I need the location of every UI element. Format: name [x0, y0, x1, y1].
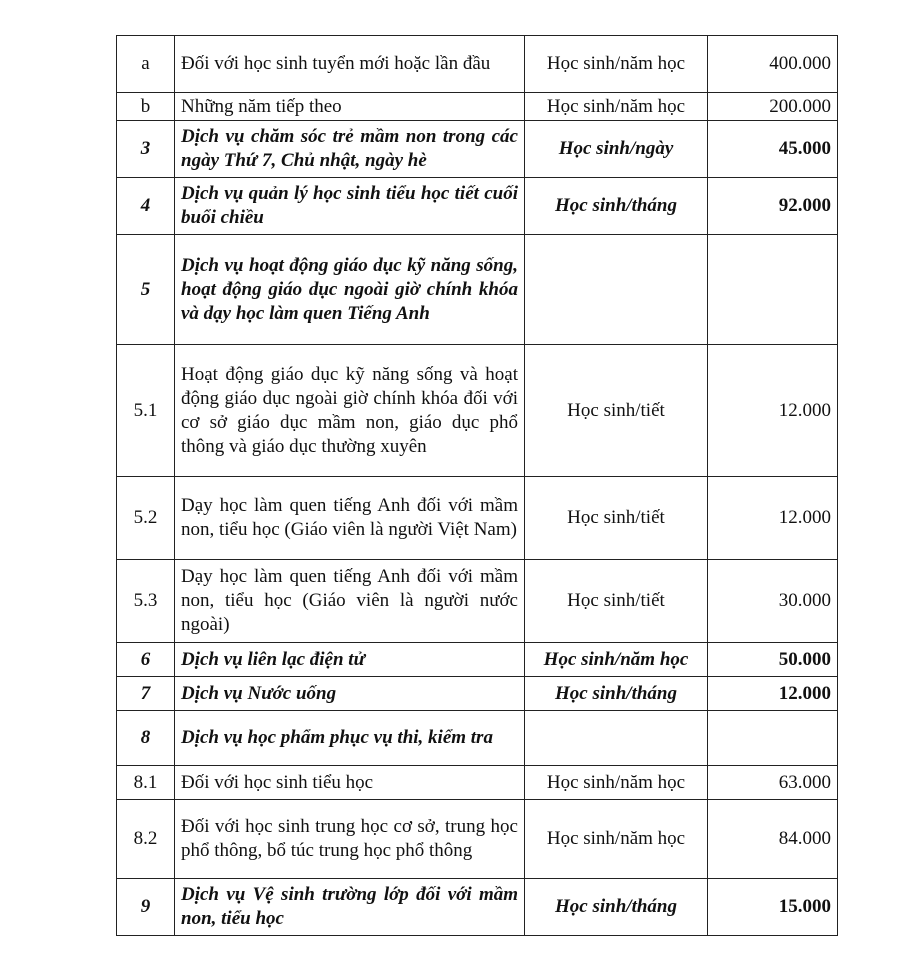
row-number-cell: 6 [117, 643, 175, 677]
service-name-cell: Dạy học làm quen tiếng Anh đối với mầm non, tiểu học (Giáo viên là người Việt Nam) [175, 477, 525, 560]
price-cell: 12.000 [708, 677, 838, 711]
price-cell: 12.000 [708, 345, 838, 477]
service-name-cell: Dịch vụ chăm sóc trẻ mầm non trong các ngày Thứ 7, Chủ nhật, ngày hè [175, 121, 525, 178]
table-row [117, 766, 838, 800]
unit-cell: Học sinh/năm học [525, 93, 708, 121]
unit-cell: Học sinh/tháng [525, 178, 708, 235]
row-number-cell: 9 [117, 879, 175, 936]
table-row [117, 711, 838, 766]
service-name-cell: Dịch vụ Vệ sinh trường lớp đối với mầm non, tiểu học [175, 879, 525, 936]
price-cell: 200.000 [708, 93, 838, 121]
table-row [117, 93, 838, 121]
price-cell: 50.000 [708, 643, 838, 677]
price-cell: 400.000 [708, 36, 838, 93]
price-cell [708, 711, 838, 766]
service-name-cell: Dịch vụ liên lạc điện tử [175, 643, 525, 677]
price-cell: 12.000 [708, 477, 838, 560]
row-number-cell: 8.1 [117, 766, 175, 800]
row-number-cell: a [117, 36, 175, 93]
row-number-cell: 8.2 [117, 800, 175, 879]
table-row [117, 677, 838, 711]
unit-cell: Học sinh/tiết [525, 345, 708, 477]
unit-cell: Học sinh/tháng [525, 677, 708, 711]
table-row [117, 643, 838, 677]
service-name-cell: Dịch vụ Nước uống [175, 677, 525, 711]
service-name-cell: Đối với học sinh trung học cơ sở, trung học phổ thông, bổ túc trung học phổ thông [175, 800, 525, 879]
row-number-cell: 5.1 [117, 345, 175, 477]
table-row [117, 345, 838, 477]
price-cell [708, 235, 838, 345]
price-cell: 63.000 [708, 766, 838, 800]
table-row [117, 36, 838, 93]
unit-cell: Học sinh/năm học [525, 643, 708, 677]
table-row [117, 235, 838, 345]
row-number-cell: 5 [117, 235, 175, 345]
price-cell: 84.000 [708, 800, 838, 879]
table-row [117, 560, 838, 643]
service-name-cell: Đối với học sinh tiểu học [175, 766, 525, 800]
table-row [117, 121, 838, 178]
fee-table-body [117, 36, 838, 936]
unit-cell [525, 711, 708, 766]
service-name-cell: Dịch vụ học phẩm phục vụ thi, kiểm tra [175, 711, 525, 766]
service-name-cell: Dịch vụ quản lý học sinh tiểu học tiết cuối buổi chiều [175, 178, 525, 235]
price-cell: 92.000 [708, 178, 838, 235]
row-number-cell: 7 [117, 677, 175, 711]
price-cell: 45.000 [708, 121, 838, 178]
unit-cell [525, 235, 708, 345]
service-name-cell: Dịch vụ hoạt động giáo dục kỹ năng sống, hoạt động giáo dục ngoài giờ chính khóa và dạy học làm quen Tiếng Anh [175, 235, 525, 345]
unit-cell: Học sinh/năm học [525, 36, 708, 93]
price-cell: 15.000 [708, 879, 838, 936]
fee-table [116, 35, 838, 936]
service-name-cell: Dạy học làm quen tiếng Anh đối với mầm non, tiểu học (Giáo viên là người nước ngoài) [175, 560, 525, 643]
table-row [117, 800, 838, 879]
table-row [117, 477, 838, 560]
unit-cell: Học sinh/tiết [525, 477, 708, 560]
unit-cell: Học sinh/ngày [525, 121, 708, 178]
service-name-cell: Hoạt động giáo dục kỹ năng sống và hoạt động giáo dục ngoài giờ chính khóa đối với cơ sở giáo dục mầm non, giáo dục phổ thông và giáo dục thường xuyên [175, 345, 525, 477]
unit-cell: Học sinh/năm học [525, 800, 708, 879]
table-row [117, 879, 838, 936]
row-number-cell: b [117, 93, 175, 121]
row-number-cell: 5.3 [117, 560, 175, 643]
unit-cell: Học sinh/tháng [525, 879, 708, 936]
service-name-cell: Đối với học sinh tuyển mới hoặc lần đầu [175, 36, 525, 93]
table-row [117, 178, 838, 235]
row-number-cell: 5.2 [117, 477, 175, 560]
price-cell: 30.000 [708, 560, 838, 643]
row-number-cell: 3 [117, 121, 175, 178]
row-number-cell: 4 [117, 178, 175, 235]
service-name-cell: Những năm tiếp theo [175, 93, 525, 121]
unit-cell: Học sinh/năm học [525, 766, 708, 800]
unit-cell: Học sinh/tiết [525, 560, 708, 643]
row-number-cell: 8 [117, 711, 175, 766]
